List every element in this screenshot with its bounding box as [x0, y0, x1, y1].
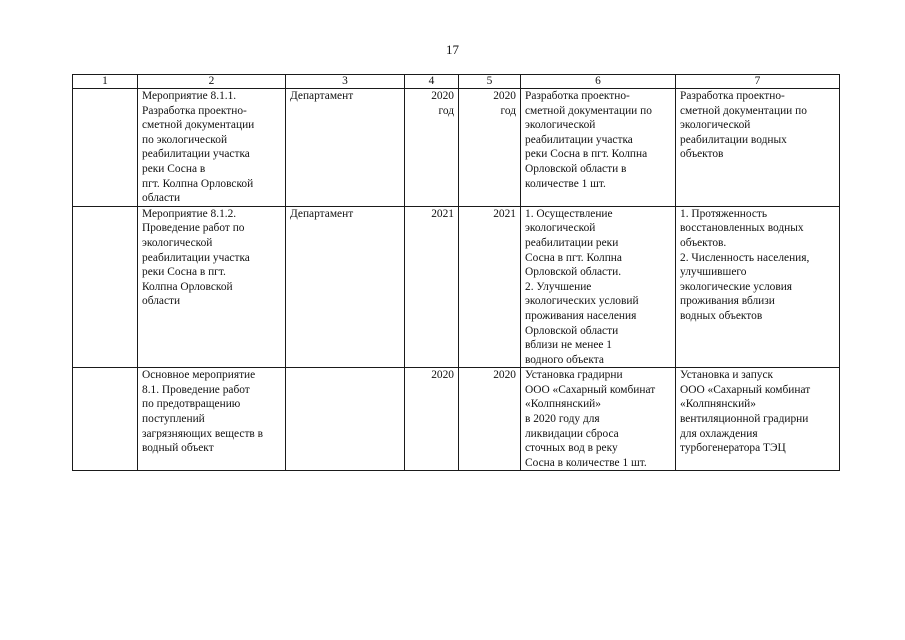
start-year-cell: 2020: [405, 368, 459, 471]
measure-name-cell: Основное мероприятие 8.1. Проведение работ по предотвращению поступлений загрязняющих веществ в водный объект: [138, 368, 286, 471]
page-number: 17: [446, 42, 459, 57]
executor-cell: [286, 368, 405, 471]
expected-result-cell: Разработка проектно- сметной документации по экологической реабилитации участка реки Сосна в пгт. Колпна Орловской области в количестве 1 шт.: [521, 89, 676, 207]
header-cell-3: 3: [286, 75, 405, 89]
row-number-cell: [73, 206, 138, 368]
row-number-cell: [73, 368, 138, 471]
indicator-cell: 1. Протяженность восстановленных водных объектов. 2. Численность населения, улучшившего экологические условия проживания вблизи водных объектов: [676, 206, 840, 368]
row-number-cell: [73, 89, 138, 207]
table-row: [73, 206, 840, 368]
header-cell-1: 1: [73, 75, 138, 89]
header-cell-5: 5: [459, 75, 521, 89]
measures-table: [72, 74, 840, 471]
end-year-cell: 2020: [459, 368, 521, 471]
executor-cell: Департамент: [286, 206, 405, 368]
executor-cell: Департамент: [286, 89, 405, 207]
table-header-row: [73, 75, 840, 89]
measure-name-cell: Мероприятие 8.1.2. Проведение работ по экологической реабилитации участка реки Сосна в пгт. Колпна Орловской области: [138, 206, 286, 368]
header-cell-6: 6: [521, 75, 676, 89]
indicator-cell: Разработка проектно- сметной документации по экологической реабилитации водных объектов: [676, 89, 840, 207]
header-cell-2: 2: [138, 75, 286, 89]
table-row: [73, 89, 840, 207]
end-year-cell: 2020 год: [459, 89, 521, 207]
expected-result-cell: Установка градирни ООО «Сахарный комбинат «Колпнянский» в 2020 году для ликвидации сброса сточных вод в реку Сосна в количестве 1 шт.: [521, 368, 676, 471]
expected-result-cell: 1. Осуществление экологической реабилитации реки Сосна в пгт. Колпна Орловской области. 2. Улучшение экологических условий проживания населения Орловской области вблизи не менее 1 водного объекта: [521, 206, 676, 368]
table-row: [73, 368, 840, 471]
indicator-cell: Установка и запуск ООО «Сахарный комбинат «Колпнянский» вентиляционной градирни для охлаждения турбогенератора ТЭЦ: [676, 368, 840, 471]
header-cell-4: 4: [405, 75, 459, 89]
header-cell-7: 7: [676, 75, 840, 89]
end-year-cell: 2021: [459, 206, 521, 368]
start-year-cell: 2020 год: [405, 89, 459, 207]
measure-name-cell: Мероприятие 8.1.1. Разработка проектно- сметной документации по экологической реабилитации участка реки Сосна в пгт. Колпна Орловской области: [138, 89, 286, 207]
start-year-cell: 2021: [405, 206, 459, 368]
